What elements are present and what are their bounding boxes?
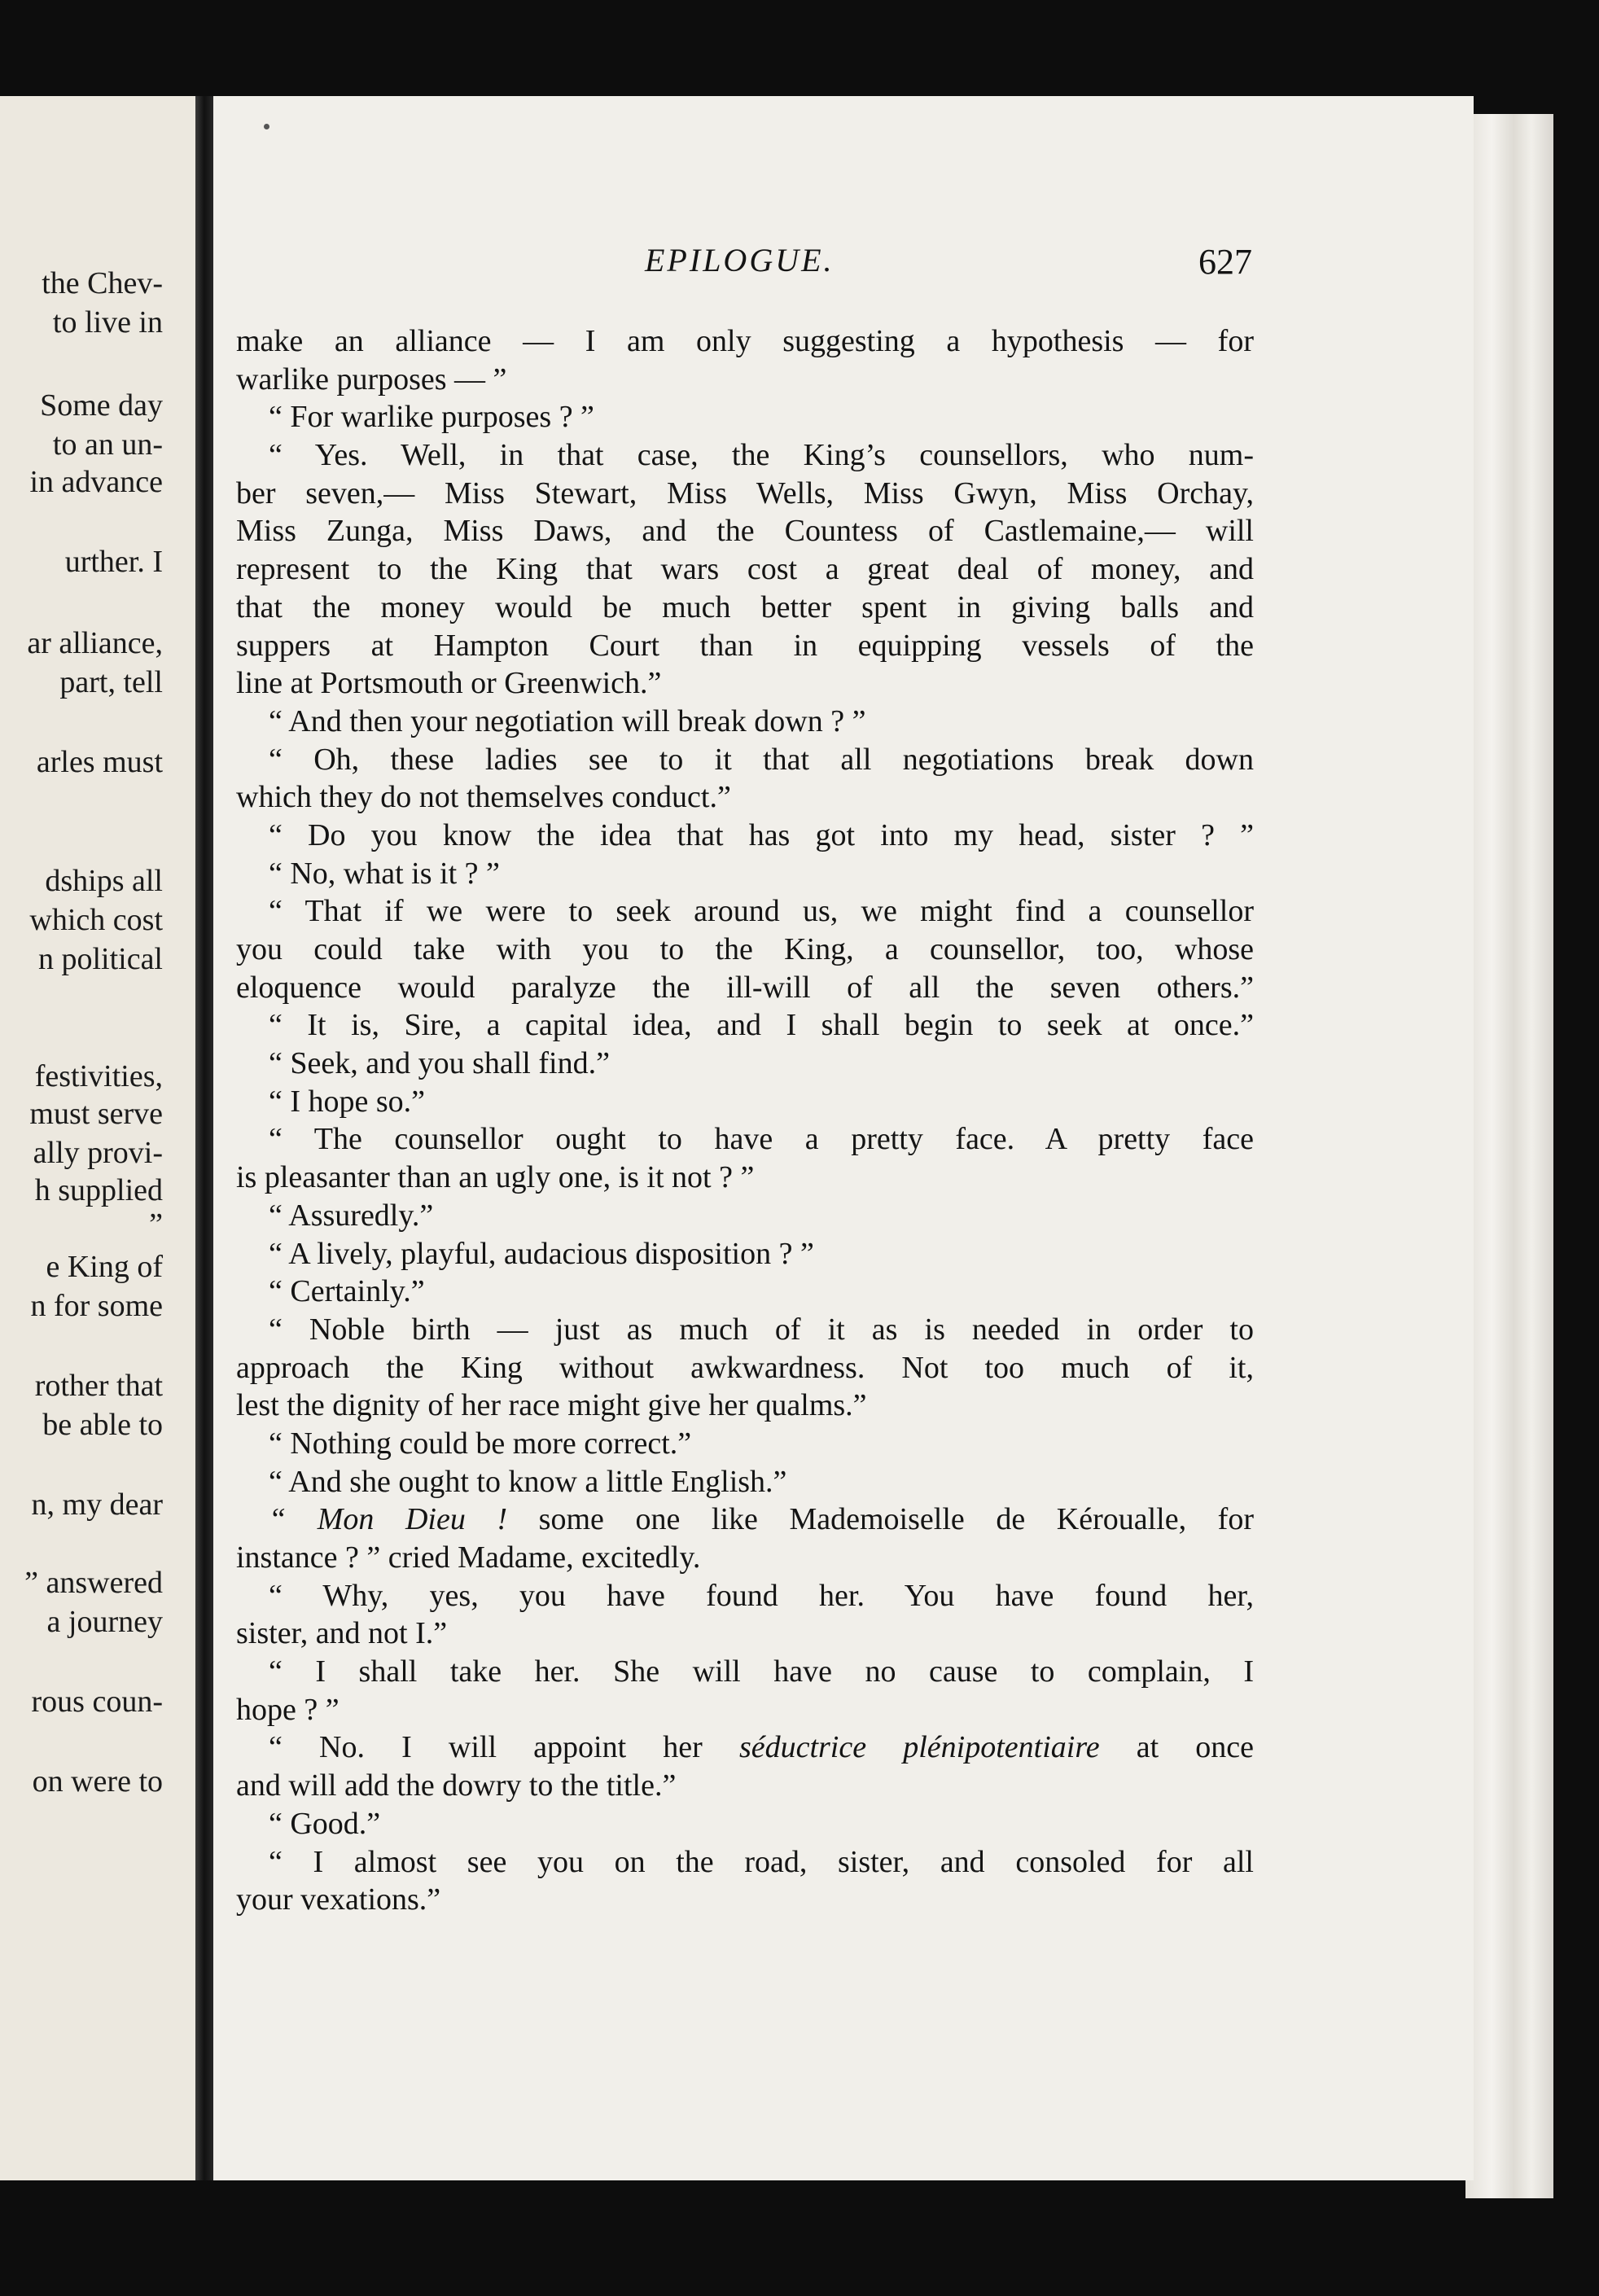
text-line: “ Do you know the idea that has got into my head, sister ? ” [269,817,1254,852]
previous-page-line: n, my dear [31,1488,163,1522]
italic-phrase: séductrice plénipotentiaire [738,1730,1100,1765]
body-text [236,322,1254,1919]
text-line: approach the King without awkwardness. Not too much of it, [236,1350,1254,1385]
text-line: hope ? ” [236,1692,340,1727]
text-line: “ Noble birth — just as much of it as is needed in order to [269,1312,1254,1347]
previous-page [0,96,204,2180]
text-line: is pleasanter than an ugly one, is it not ? ” [236,1160,755,1195]
previous-page-line: dships all [45,864,163,898]
previous-page-line: in advance [29,465,163,499]
text-line: represent to the King that wars cost a great deal of money, and [236,552,1254,587]
text-line: warlike purposes — ” [236,361,507,397]
text-line: “ Good.” [269,1806,381,1841]
italic-phrase: “ Mon Dieu ! [269,1502,539,1537]
text-line: “ It is, Sire, a capital idea, and I shall begin to seek at once.” [269,1008,1254,1043]
text-line: “ For warlike purposes ? ” [269,400,594,435]
text-line: eloquence would paralyze the ill-will of all the seven others.” [236,970,1254,1005]
text-line: “ And she ought to know a little English.” [269,1464,787,1499]
text-line: lest the dignity of her race might give her qualms.” [236,1388,867,1423]
previous-page-line: festivities, [34,1059,163,1093]
text-line: ber seven,— Miss Stewart, Miss Wells, Miss Gwyn, Miss Orchay, [236,475,1254,510]
previous-page-line: a journey [46,1605,163,1639]
previous-page-line: must serve [29,1097,163,1131]
text-line: “ I almost see you on the road, sister, and consoled for all [269,1844,1254,1879]
previous-page-line: rother that [34,1369,163,1403]
text-line: “ Oh, these ladies see to it that all negotiations break down [269,742,1254,777]
previous-page-text [0,96,204,2180]
previous-page-line: ” [149,1207,163,1242]
book-gutter [195,96,215,2180]
text-line: “ Assuredly.” [269,1198,434,1233]
previous-page-line: n political [37,942,163,976]
previous-page-line: h supplied [34,1173,163,1207]
page-speck [264,124,269,129]
text-line: “ A lively, playful, audacious disposition ? ” [269,1236,814,1271]
previous-page-line: n for some [30,1289,163,1323]
text-line: line at Portsmouth or Greenwich.” [236,666,662,701]
text-line: “ I shall take her. She will have no cause to complain, I [269,1654,1254,1689]
previous-page-line: on were to [32,1764,163,1799]
text-line: “ That if we were to seek around us, we might find a counsellor [269,894,1254,929]
previous-page-line: arles must [36,745,163,779]
text-line: “ Why, yes, you have found her. You have found her, [269,1578,1254,1613]
previous-page-line: part, tell [59,665,163,699]
previous-page-line: which cost [29,903,163,937]
book-page [213,96,1474,2180]
previous-page-line: e King of [46,1250,163,1284]
text-line: “ No, what is it ? ” [269,856,500,891]
previous-page-line: ar alliance, [27,626,163,660]
text-line: instance ? ” cried Madame, excitedly. [236,1540,701,1575]
previous-page-line: ” answered [24,1566,163,1600]
previous-page-line: urther. I [64,545,163,579]
text-line: sister, and not I.” [236,1616,448,1651]
text-line: Miss Zunga, Miss Daws, and the Countess of Castlemaine,— will [236,514,1254,549]
text-line: your vexations.” [236,1882,441,1917]
previous-page-line: to an un- [52,427,163,462]
text-line: make an alliance — I am only suggesting a hypothesis — for [236,324,1254,358]
text-line: “ Nothing could be more correct.” [269,1426,692,1461]
previous-page-line: rous coun- [31,1685,163,1719]
text-line: and will add the dowry to the title.” [236,1768,677,1803]
text-line: “ No. I will appoint her séductrice plénipotentiaire at once [269,1730,1254,1765]
running-header [213,241,1474,290]
text-line: “ And then your negotiation will break down ? ” [269,703,866,738]
previous-page-line: Some day [40,388,163,423]
previous-page-line: to live in [52,305,163,340]
text-line: “ The counsellor ought to have a pretty face. A pretty face [269,1122,1254,1157]
text-line: suppers at Hampton Court than in equipping vessels of the [236,628,1254,663]
text-line: which they do not themselves conduct.” [236,780,731,815]
text-line: “ Seek, and you shall find.” [269,1046,610,1081]
text-line: “ I hope so.” [269,1084,426,1119]
previous-page-line: be able to [42,1408,163,1442]
text-line: that the money would be much better spent in giving balls and [236,589,1254,624]
text-line: you could take with you to the King, a counsellor, too, whose [236,932,1254,966]
page-edges [1465,114,1553,2198]
page-number: 627 [1198,242,1252,282]
previous-page-line: the Chev- [42,266,163,300]
previous-page-line: ally provi- [33,1136,163,1170]
chapter-title: EPILOGUE. [645,242,835,278]
text-line: “ Mon Dieu ! some one like Mademoiselle de Kéroualle, for [269,1502,1254,1537]
text-line: “ Yes. Well, in that case, the King’s counsellors, who num- [269,438,1254,473]
text-line: “ Certainly.” [269,1274,425,1309]
